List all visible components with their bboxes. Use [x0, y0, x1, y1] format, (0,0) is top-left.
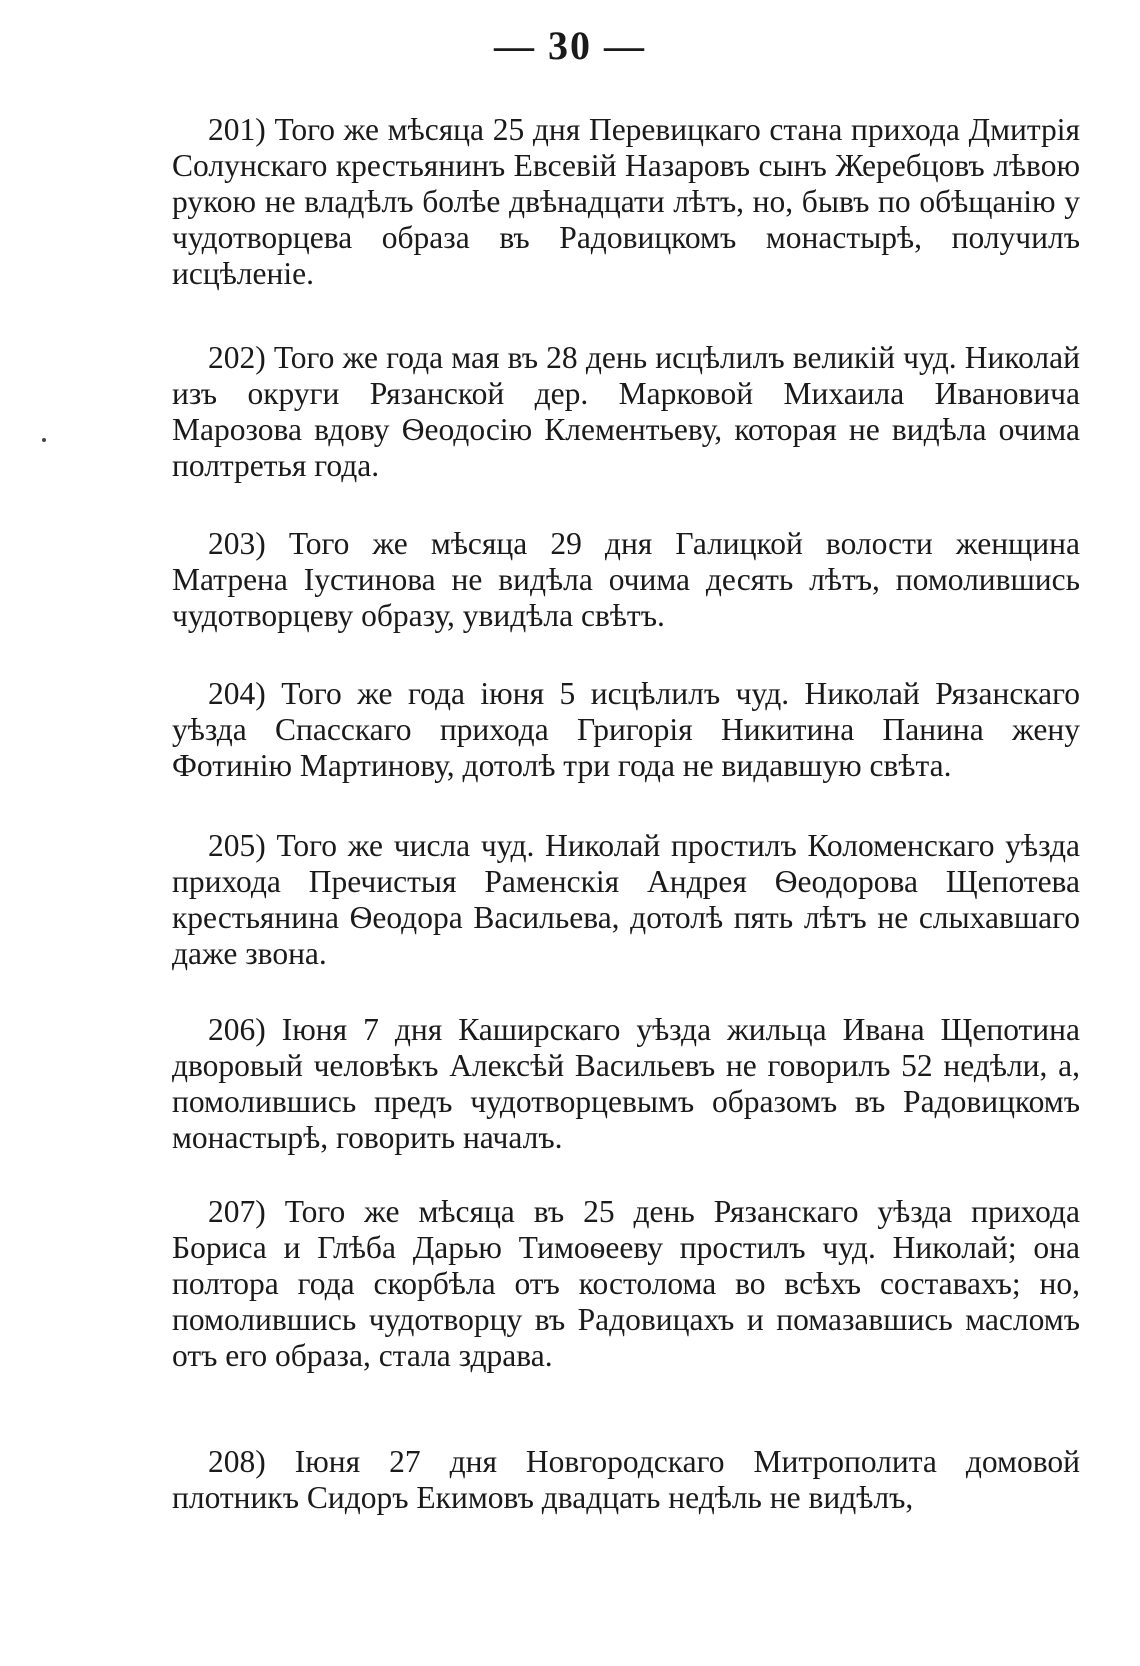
entry-number: 205): [208, 828, 266, 863]
entry-text: Того же года іюня 5 исцѣлилъ чуд. Николай Рязанскаго уѣзда Спасскаго прихода Григорія Никитина Панина жену Фотинію Мартинову, дотолѣ три года не видавшую свѣта.: [172, 676, 1080, 783]
entry-206: [172, 1012, 1080, 1156]
entry-number: 207): [208, 1194, 266, 1229]
entry-number: 208): [208, 1444, 266, 1479]
entry-text: Іюня 7 дня Каширскаго уѣзда жильца Ивана Щепотина дворовый человѣкъ Алексѣй Васильевъ не говорилъ 52 недѣли, а, помолившись предъ чудотворцевымъ образомъ въ Радовицкомъ монастырѣ, говорить началъ.: [172, 1012, 1081, 1155]
entry-number: 204): [208, 676, 266, 711]
entry-text: Того же мѣсяца въ 25 день Рязанскаго уѣзда прихода Бориса и Глѣба Дарью Тимоѳееву простилъ чуд. Николай; она полтора года скорбѣла отъ костолома во всѣхъ составахъ; но, помолившись чудотворцу въ Радовицахъ и помазавшись масломъ отъ его образа, стала здрава.: [172, 1194, 1080, 1373]
entry-208: [172, 1444, 1080, 1516]
entry-207: [172, 1194, 1080, 1374]
entry-number: 202): [208, 340, 266, 375]
entry-paragraph: [172, 676, 1080, 784]
entry-text: Того же числа чуд. Николай простилъ Коломенскаго уѣзда прихода Пречистыя Раменскія Андрея Ѳеодорова Щепотева крестьянина Ѳеодора Васильева, дотолѣ пять лѣтъ не слыхавшаго даже звона.: [172, 828, 1081, 971]
entry-number: 203): [208, 526, 266, 561]
entry-paragraph: [172, 828, 1080, 972]
entry-204: [172, 676, 1080, 784]
entry-text: Того же года мая въ 28 день исцѣлилъ великій чуд. Николай изъ округи Рязанской дер. Марковой Михаила Ивановича Марозова вдову Ѳеодосію Клементьеву, которая не видѣла очима полтретья года.: [172, 340, 1080, 483]
entry-paragraph: [172, 526, 1080, 634]
entry-paragraph: [172, 340, 1080, 484]
entry-205: [172, 828, 1080, 972]
entry-paragraph: [172, 1194, 1080, 1374]
entry-paragraph: [172, 1444, 1080, 1516]
entry-text: Того же мѣсяца 29 дня Галицкой волости женщина Матрена Іустинова не видѣла очима десять лѣтъ, помолившись чудотворцеву образу, увидѣла свѣтъ.: [172, 526, 1081, 633]
entry-202: [172, 340, 1080, 484]
entry-number: 201): [208, 112, 266, 147]
print-speck: [42, 438, 46, 442]
entry-paragraph: [172, 1012, 1080, 1156]
entry-203: [172, 526, 1080, 634]
entry-text: Того же мѣсяца 25 дня Перевицкаго стана прихода Дмитрія Солунскаго крестьянинъ Евсевій Назаровъ сынъ Жеребцовъ лѣвою рукою не владѣлъ болѣе двѣнадцати лѣтъ, но, бывъ по обѣщанію у чудотворцева образа въ Радовицкомъ монастырѣ, получилъ исцѣленіе.: [172, 112, 1081, 291]
entry-paragraph: [172, 112, 1080, 292]
entry-number: 206): [208, 1012, 266, 1047]
entry-text: Іюня 27 дня Новгородскаго Митрополита домовой плотникъ Сидоръ Екимовъ двадцать недѣль не видѣлъ,: [172, 1444, 1080, 1515]
page-number: — 30 —: [494, 23, 646, 68]
entry-201: [172, 112, 1080, 292]
